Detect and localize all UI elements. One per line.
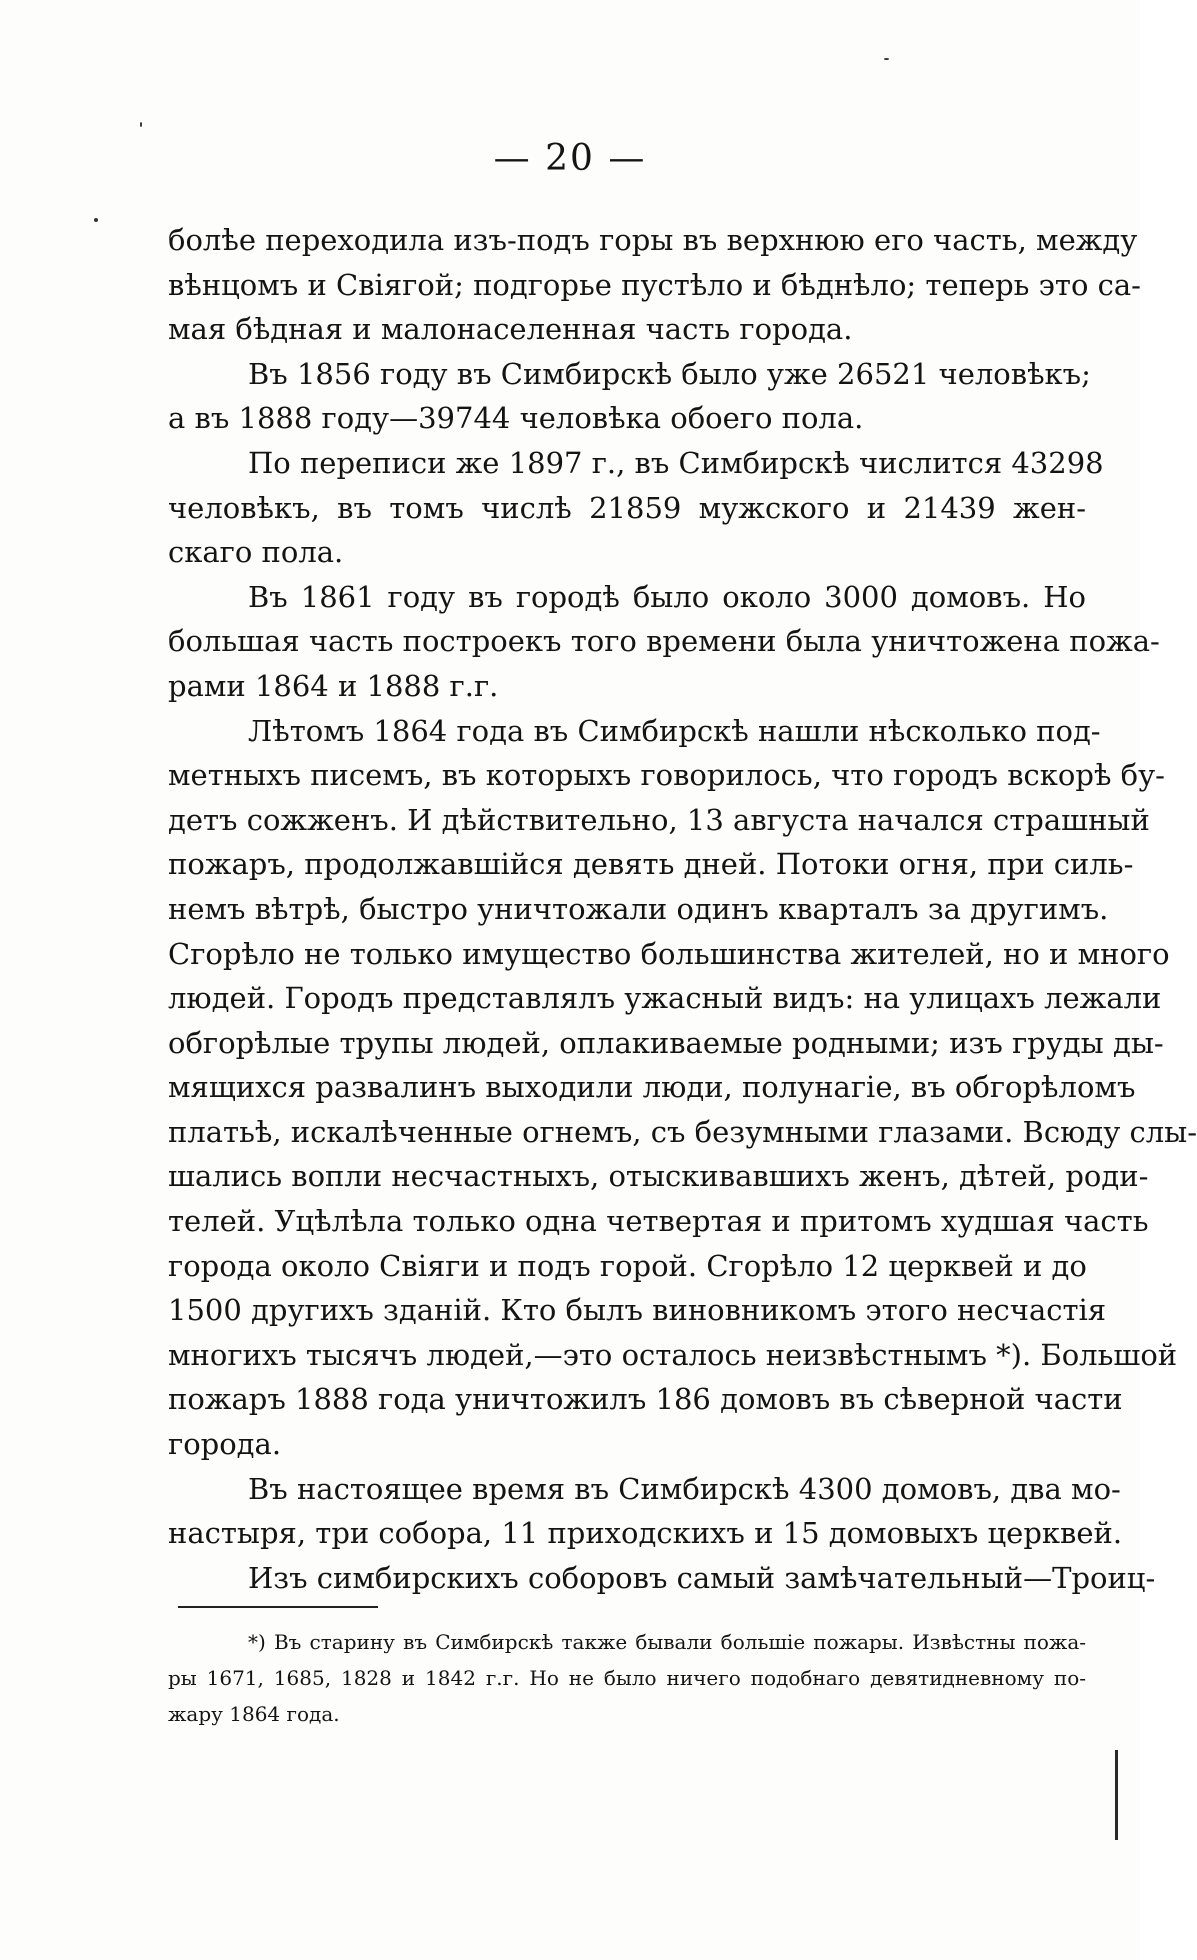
text-line: города. <box>168 1427 282 1462</box>
footnote-divider <box>178 1606 378 1608</box>
text-line: Въ настоящее время въ Симбирскѣ 4300 домовъ, два мо- <box>248 1471 1121 1506</box>
footnote <box>168 1624 1086 1732</box>
text-line: телей. Уцѣлѣла только одна четвертая и притомъ худшая часть <box>168 1204 1149 1239</box>
paragraph <box>168 441 1104 575</box>
body-text <box>168 218 1197 1600</box>
footnote-line: ры 1671, 1685, 1828 и 1842 г.г. Но не было ничего подобнаго девятидневному по- <box>168 1666 1086 1690</box>
text-line: платьѣ, искалѣченные огнемъ, съ безумными глазами. Всюду слы- <box>168 1114 1197 1149</box>
text-line: пожаръ 1888 года уничтожилъ 186 домовъ въ сѣверной части <box>168 1382 1123 1417</box>
text-line: мая бѣдная и малонаселенная часть города. <box>168 312 853 347</box>
text-line: многихъ тысячъ людей,—это осталось неизвѣстнымъ *). Большой <box>168 1337 1178 1372</box>
text-line: Въ 1861 году въ городѣ было около 3000 домовъ. Но <box>248 579 1086 614</box>
text-line: Лѣтомъ 1864 года въ Симбирскѣ нашли нѣсколько под- <box>248 713 1101 748</box>
text-line: немъ вѣтрѣ, быстро уничтожали одинъ кварталъ за другимъ. <box>168 891 1109 926</box>
text-line: Изъ симбирскихъ соборовъ самый замѣчательный—Троиц- <box>248 1560 1156 1595</box>
scan-speck <box>140 122 142 127</box>
text-line: болѣе переходила изъ-подъ горы въ верхнюю его часть, между <box>168 223 1138 257</box>
text-line: Въ 1856 году въ Симбирскѣ было уже 26521 человѣкъ; <box>248 356 1091 391</box>
text-line: обгорѣлые трупы людей, оплакиваемые родными; изъ груды ды- <box>168 1025 1164 1060</box>
text-line: рами 1864 и 1888 г.г. <box>168 668 499 703</box>
footnote-line: *) Въ старину въ Симбирскѣ также бывали большіе пожары. Извѣстны пожа- <box>248 1630 1086 1654</box>
text-line: вѣнцомъ и Свіягой; подгорье пустѣло и бѣднѣло; теперь это са- <box>168 267 1141 302</box>
paragraph <box>168 709 1197 1467</box>
paragraph <box>168 575 1160 709</box>
text-line: шались вопли несчастныхъ, отыскивавшихъ женъ, дѣтей, роди- <box>168 1159 1149 1194</box>
text-line: человѣкъ, въ томъ числѣ 21859 мужского и 21439 жен- <box>168 490 1086 525</box>
text-line: детъ сожженъ. И дѣйствительно, 13 августа начался страшный <box>168 802 1150 837</box>
paragraph <box>168 1556 1156 1601</box>
text-line: а въ 1888 году—39744 человѣка обоего пола. <box>168 401 864 436</box>
page-number: — 20 — <box>493 138 647 179</box>
paragraph <box>168 1467 1123 1556</box>
paragraph <box>168 218 1141 352</box>
text-line: пожаръ, продолжавшійся девять дней. Потоки огня, при силь- <box>168 847 1134 882</box>
scan-speck <box>884 58 889 60</box>
scan-edge-mark <box>1115 1750 1118 1840</box>
text-line: скаго пола. <box>168 535 344 570</box>
text-line: метныхъ писемъ, въ которыхъ говорилось, что городъ вскорѣ бу- <box>168 758 1165 793</box>
text-line: города около Свіяги и подъ горой. Сгорѣло 12 церквей и до <box>168 1248 1087 1283</box>
paragraph <box>168 352 1091 441</box>
text-line: 1500 другихъ зданій. Кто былъ виновникомъ этого несчастія <box>168 1293 1107 1328</box>
text-line: большая часть построекъ того времени была уничтожена пожа- <box>168 624 1160 659</box>
footnote-line: жару 1864 года. <box>168 1702 340 1726</box>
text-line: Сгорѣло не только имущество большинства жителей, но и много <box>168 936 1170 971</box>
text-line: По переписи же 1897 г., въ Симбирскѣ числится 43298 <box>248 445 1104 480</box>
text-line: настыря, три собора, 11 приходскихъ и 15 домовыхъ церквей. <box>168 1516 1123 1551</box>
text-line: людей. Городъ представлялъ ужасный видъ: на улицахъ лежали <box>168 981 1162 1016</box>
scan-speck <box>94 218 98 222</box>
text-line: мящихся развалинъ выходили люди, полунагіе, въ обгорѣломъ <box>168 1070 1136 1105</box>
